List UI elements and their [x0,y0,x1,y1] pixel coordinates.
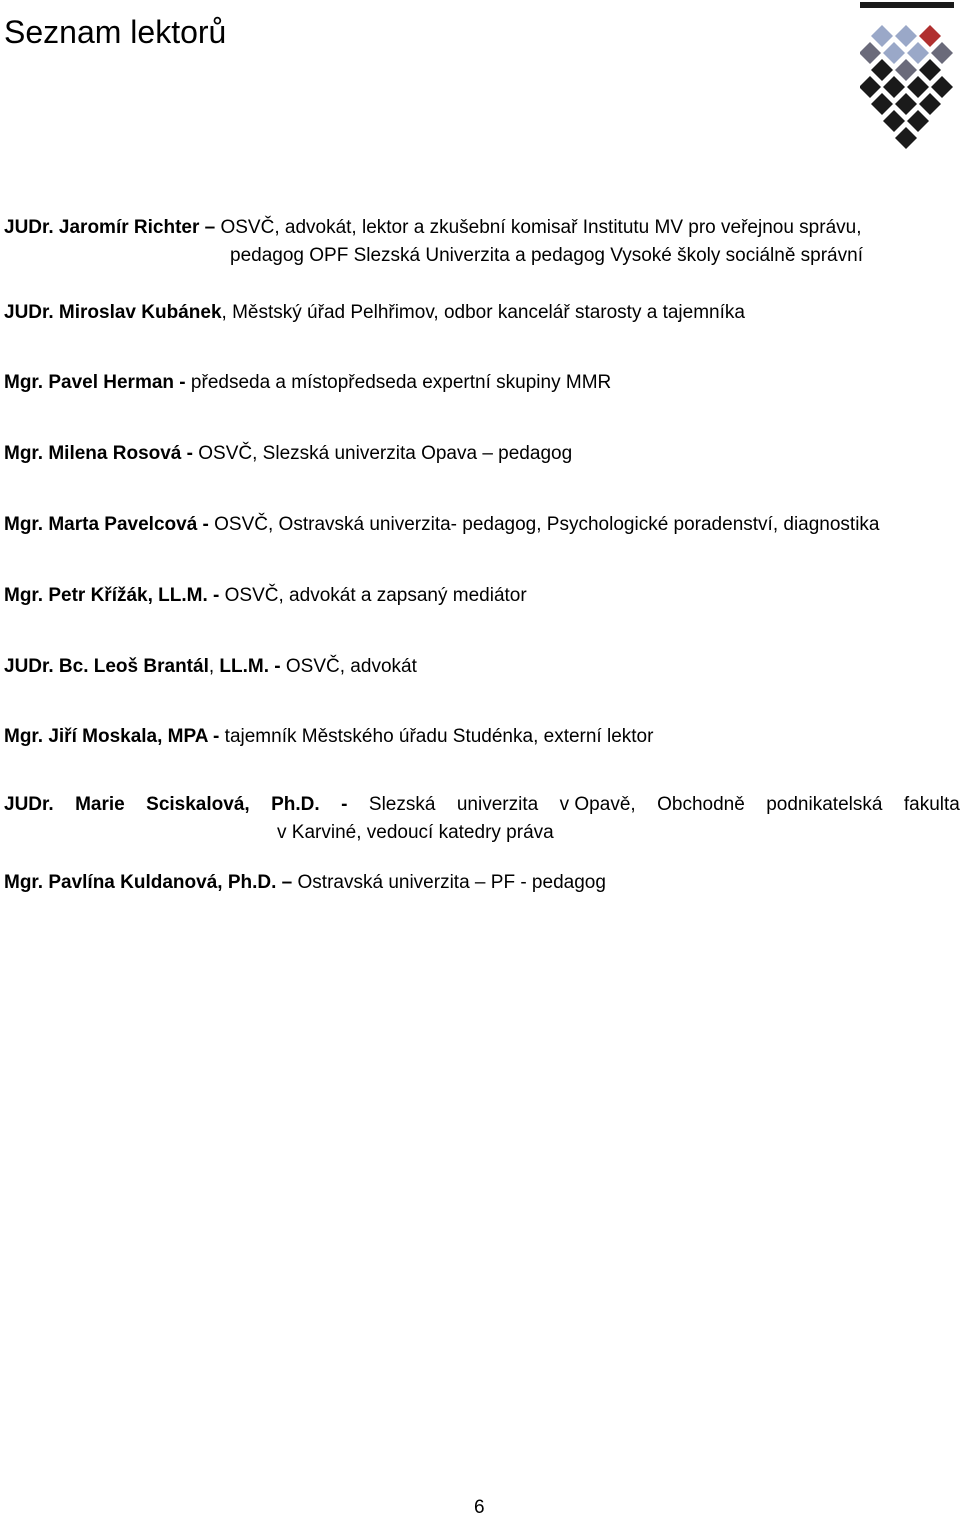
lecturer-entry-1 [4,299,960,327]
lecturer-entry-7 [4,723,960,751]
logo-diamond [871,93,893,115]
lecturer-name: JUDr. Jaromír Richter [4,217,200,238]
logo-diamond [860,76,881,98]
lecturer-description: tajemník Městského úřadu Studénka, externí lektor [224,726,654,747]
lecturer-separator: - [269,656,286,677]
logo-diamond [860,42,881,64]
lecturer-description-word: v Opavě, [559,794,636,815]
lecturer-description-word: Slezská [368,794,436,815]
logo-diamond [871,59,893,81]
logo-diamond [919,25,941,47]
logo-diamond [907,76,929,98]
lecturer-separator: - [174,372,191,393]
lecturer-description: OSVČ, Slezská univerzita Opava – pedagog [198,443,573,464]
lecturer-separator: , [221,302,233,323]
lecturer-entry-0 [4,214,960,270]
lecturer-name-suffix: LL.M. [219,656,270,677]
logo-diamond [895,93,917,115]
logo-diamond [919,59,941,81]
logo-bar [860,2,954,8]
lecturer-name-word: Ph.D. [271,794,320,815]
lecturer-name: Mgr. Jiří Moskala, MPA [4,726,208,747]
lecturer-separator: - [207,726,225,747]
logo-diamond [931,76,953,98]
lecturer-name: Mgr. Marta Pavelcová [4,514,198,535]
logo-diamond [871,25,893,47]
lecturer-description-word: Obchodně [657,794,745,815]
lecturer-description: OSVČ, advokát [285,656,417,677]
lecturer-description: Městský úřad Pelhřimov, odbor kancelář starosty a tajemníka [232,302,745,323]
logo-diamond [895,127,917,149]
lecturer-description: předseda a místopředseda expertní skupiny MMR [190,372,612,393]
lecturer-description: OSVČ, advokát a zapsaný mediátor [224,585,527,606]
lecturer-separator: - [181,443,199,464]
logo-diamond [895,59,917,81]
lecturer-name-word: JUDr. [4,794,54,815]
diamond-grid-logo-icon [860,0,960,155]
lecturer-description-line2: pedagog OPF Slezská Univerzita a pedagog Vysoké školy sociálně správní [230,245,863,266]
lecturer-name: Mgr. Milena Rosová [4,443,182,464]
lecturer-name-word: Sciskalová, [146,794,250,815]
logo-diamond [907,110,929,132]
lecturer-description-word: univerzita [456,794,539,815]
lecturer-name: JUDr. Miroslav Kubánek [4,302,222,323]
lecturer-name-word: Marie [75,794,125,815]
lecturer-separator: – [276,872,298,893]
lecturer-separator: - [207,585,225,606]
logo-diamond [907,42,929,64]
lecturer-justified-line [4,791,960,819]
lecturer-name: Mgr. Pavlína Kuldanová, Ph.D. [4,872,277,893]
logo-diamond [919,93,941,115]
lecturer-entry-4 [4,511,960,539]
lecturer-entry-8 [4,791,960,847]
lecturer-description-word: podnikatelská [766,794,883,815]
lecturer-description-word: fakulta [903,794,960,815]
lecturer-description: OSVČ, Ostravská univerzita- pedagog, Psychologické poradenství, diagnostika [214,514,880,535]
lecturer-name-word: - [341,794,348,815]
logo-diamond [931,42,953,64]
lecturer-separator: – [199,217,221,238]
lecturer-separator: - [197,514,215,535]
lecturer-name: Mgr. Pavel Herman [4,372,175,393]
lecturer-name: Mgr. Petr Křížák, LL.M. [4,585,208,606]
lecturer-description: OSVČ, advokát, lektor a zkušební komisař Institutu MV pro veřejnou správu, [220,217,862,238]
lecturer-entry-9 [4,869,960,897]
logo-diamond [883,76,905,98]
lecturer-entry-2 [4,369,960,397]
logo-diamond [895,25,917,47]
lecturer-name: JUDr. Bc. Leoš Brantál [4,656,209,677]
page-number: 6 [474,1497,485,1518]
lecturer-description: Ostravská univerzita – PF - pedagog [297,872,606,893]
logo-diamond [883,42,905,64]
lecturer-entry-5 [4,582,960,610]
lecturer-entry-6: JUDr. Bc. Leoš Brantál, LL.M. - OSVČ, advokát [4,656,417,677]
logo-diamond [883,110,905,132]
page-title: Seznam lektorů [4,14,227,50]
lecturer-entry-3 [4,440,960,468]
lecturer-description-line2: v Karviné, vedoucí katedry práva [277,822,554,843]
